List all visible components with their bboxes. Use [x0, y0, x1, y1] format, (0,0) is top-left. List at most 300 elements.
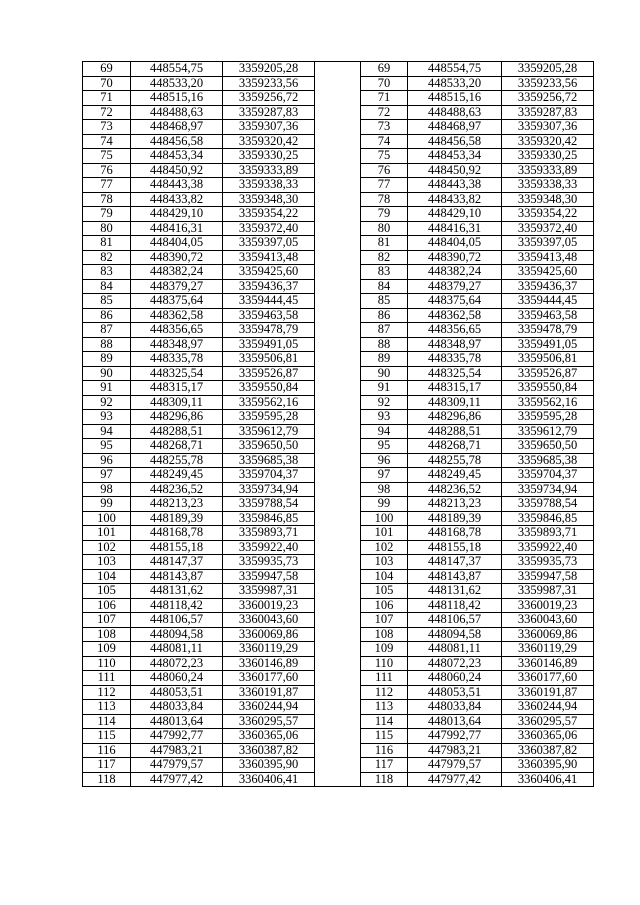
- right-x-coordinate-cell: 448429,10: [408, 207, 502, 222]
- right-x-coordinate-cell: 448236,52: [408, 482, 502, 497]
- column-gap: [315, 584, 361, 599]
- right-x-coordinate-cell: 448053,51: [408, 685, 502, 700]
- right-y-coordinate-cell: 3360406,41: [502, 772, 594, 787]
- left-point-number-cell: 106: [83, 598, 131, 613]
- left-y-coordinate-cell: 3359506,81: [223, 352, 315, 367]
- right-x-coordinate-cell: 448416,31: [408, 221, 502, 236]
- right-point-number-cell: 110: [361, 656, 408, 671]
- left-y-coordinate-cell: 3359704,37: [223, 468, 315, 483]
- right-point-number-cell: 83: [361, 265, 408, 280]
- right-y-coordinate-cell: 3359444,45: [502, 294, 594, 309]
- left-y-coordinate-cell: 3359354,22: [223, 207, 315, 222]
- left-x-coordinate-cell: 448515,16: [131, 91, 223, 106]
- left-x-coordinate-cell: 448379,27: [131, 279, 223, 294]
- left-point-number-cell: 116: [83, 743, 131, 758]
- right-x-coordinate-cell: 448375,64: [408, 294, 502, 309]
- left-y-coordinate-cell: 3359463,58: [223, 308, 315, 323]
- column-gap: [315, 192, 361, 207]
- table-row: [83, 526, 594, 541]
- right-point-number-cell: 96: [361, 453, 408, 468]
- left-point-number-cell: 96: [83, 453, 131, 468]
- left-y-coordinate-cell: 3359935,73: [223, 555, 315, 570]
- column-gap: [315, 265, 361, 280]
- right-x-coordinate-cell: 448362,58: [408, 308, 502, 323]
- left-point-number-cell: 82: [83, 250, 131, 265]
- left-y-coordinate-cell: 3359734,94: [223, 482, 315, 497]
- left-point-number-cell: 100: [83, 511, 131, 526]
- table-row: [83, 366, 594, 381]
- right-x-coordinate-cell: 448382,24: [408, 265, 502, 280]
- left-point-number-cell: 70: [83, 76, 131, 91]
- right-point-number-cell: 81: [361, 236, 408, 251]
- right-point-number-cell: 90: [361, 366, 408, 381]
- left-x-coordinate-cell: 448450,92: [131, 163, 223, 178]
- right-y-coordinate-cell: 3360191,87: [502, 685, 594, 700]
- right-point-number-cell: 80: [361, 221, 408, 236]
- right-x-coordinate-cell: 448404,05: [408, 236, 502, 251]
- right-point-number-cell: 98: [361, 482, 408, 497]
- column-gap: [315, 482, 361, 497]
- left-y-coordinate-cell: 3359444,45: [223, 294, 315, 309]
- right-y-coordinate-cell: 3360295,57: [502, 714, 594, 729]
- right-point-number-cell: 76: [361, 163, 408, 178]
- column-gap: [315, 772, 361, 787]
- right-y-coordinate-cell: 3359526,87: [502, 366, 594, 381]
- right-y-coordinate-cell: 3359846,85: [502, 511, 594, 526]
- left-y-coordinate-cell: 3360395,90: [223, 758, 315, 773]
- left-x-coordinate-cell: 447992,77: [131, 729, 223, 744]
- right-y-coordinate-cell: 3359425,60: [502, 265, 594, 280]
- right-y-coordinate-cell: 3360119,29: [502, 642, 594, 657]
- table-row: [83, 729, 594, 744]
- left-point-number-cell: 104: [83, 569, 131, 584]
- left-point-number-cell: 87: [83, 323, 131, 338]
- right-y-coordinate-cell: 3359287,83: [502, 105, 594, 120]
- left-point-number-cell: 83: [83, 265, 131, 280]
- column-gap: [315, 120, 361, 135]
- left-y-coordinate-cell: 3360295,57: [223, 714, 315, 729]
- column-gap: [315, 468, 361, 483]
- left-x-coordinate-cell: 448131,62: [131, 584, 223, 599]
- right-x-coordinate-cell: 448131,62: [408, 584, 502, 599]
- left-x-coordinate-cell: 448404,05: [131, 236, 223, 251]
- table-row: [83, 700, 594, 715]
- right-point-number-cell: 109: [361, 642, 408, 657]
- right-x-coordinate-cell: 448315,17: [408, 381, 502, 396]
- column-gap: [315, 207, 361, 222]
- right-point-number-cell: 91: [361, 381, 408, 396]
- left-y-coordinate-cell: 3359612,79: [223, 424, 315, 439]
- right-y-coordinate-cell: 3359685,38: [502, 453, 594, 468]
- left-x-coordinate-cell: 448488,63: [131, 105, 223, 120]
- right-point-number-cell: 84: [361, 279, 408, 294]
- table-row: [83, 584, 594, 599]
- column-gap: [315, 656, 361, 671]
- left-point-number-cell: 71: [83, 91, 131, 106]
- left-point-number-cell: 91: [83, 381, 131, 396]
- table-row: [83, 540, 594, 555]
- right-x-coordinate-cell: 448255,78: [408, 453, 502, 468]
- table-row: [83, 265, 594, 280]
- table-row: [83, 758, 594, 773]
- table-row: [83, 250, 594, 265]
- left-y-coordinate-cell: 3359562,16: [223, 395, 315, 410]
- right-y-coordinate-cell: 3360043,60: [502, 613, 594, 628]
- table-row: [83, 453, 594, 468]
- left-point-number-cell: 81: [83, 236, 131, 251]
- left-point-number-cell: 90: [83, 366, 131, 381]
- right-y-coordinate-cell: 3359506,81: [502, 352, 594, 367]
- right-x-coordinate-cell: 448155,18: [408, 540, 502, 555]
- table-row: [83, 642, 594, 657]
- left-point-number-cell: 108: [83, 627, 131, 642]
- right-y-coordinate-cell: 3360019,23: [502, 598, 594, 613]
- right-x-coordinate-cell: 448390,72: [408, 250, 502, 265]
- column-gap: [315, 395, 361, 410]
- column-gap: [315, 526, 361, 541]
- left-x-coordinate-cell: 448468,97: [131, 120, 223, 135]
- table-row: [83, 134, 594, 149]
- table-row: [83, 656, 594, 671]
- column-gap: [315, 221, 361, 236]
- right-x-coordinate-cell: 448081,11: [408, 642, 502, 657]
- coordinate-table-body: [83, 62, 594, 787]
- right-x-coordinate-cell: 448379,27: [408, 279, 502, 294]
- right-point-number-cell: 94: [361, 424, 408, 439]
- right-y-coordinate-cell: 3359734,94: [502, 482, 594, 497]
- left-point-number-cell: 93: [83, 410, 131, 425]
- right-y-coordinate-cell: 3360146,89: [502, 656, 594, 671]
- table-row: [83, 468, 594, 483]
- column-gap: [315, 76, 361, 91]
- right-y-coordinate-cell: 3359463,58: [502, 308, 594, 323]
- left-y-coordinate-cell: 3359893,71: [223, 526, 315, 541]
- table-row: [83, 76, 594, 91]
- right-point-number-cell: 99: [361, 497, 408, 512]
- right-x-coordinate-cell: 448213,23: [408, 497, 502, 512]
- right-y-coordinate-cell: 3359330,25: [502, 149, 594, 164]
- left-x-coordinate-cell: 448296,86: [131, 410, 223, 425]
- left-y-coordinate-cell: 3359550,84: [223, 381, 315, 396]
- left-point-number-cell: 73: [83, 120, 131, 135]
- right-x-coordinate-cell: 448515,16: [408, 91, 502, 106]
- right-point-number-cell: 97: [361, 468, 408, 483]
- left-x-coordinate-cell: 448325,54: [131, 366, 223, 381]
- column-gap: [315, 91, 361, 106]
- left-y-coordinate-cell: 3359922,40: [223, 540, 315, 555]
- left-point-number-cell: 118: [83, 772, 131, 787]
- right-point-number-cell: 78: [361, 192, 408, 207]
- right-point-number-cell: 85: [361, 294, 408, 309]
- right-y-coordinate-cell: 3359333,89: [502, 163, 594, 178]
- right-point-number-cell: 104: [361, 569, 408, 584]
- left-x-coordinate-cell: 448033,84: [131, 700, 223, 715]
- right-x-coordinate-cell: 448189,39: [408, 511, 502, 526]
- table-row: [83, 598, 594, 613]
- right-x-coordinate-cell: 447977,42: [408, 772, 502, 787]
- right-y-coordinate-cell: 3359320,42: [502, 134, 594, 149]
- left-y-coordinate-cell: 3359372,40: [223, 221, 315, 236]
- right-point-number-cell: 107: [361, 613, 408, 628]
- right-y-coordinate-cell: 3360395,90: [502, 758, 594, 773]
- left-y-coordinate-cell: 3359478,79: [223, 323, 315, 338]
- right-y-coordinate-cell: 3359338,33: [502, 178, 594, 193]
- left-y-coordinate-cell: 3360069,86: [223, 627, 315, 642]
- right-x-coordinate-cell: 448456,58: [408, 134, 502, 149]
- left-point-number-cell: 85: [83, 294, 131, 309]
- right-y-coordinate-cell: 3359413,48: [502, 250, 594, 265]
- right-y-coordinate-cell: 3359947,58: [502, 569, 594, 584]
- left-x-coordinate-cell: 448155,18: [131, 540, 223, 555]
- left-y-coordinate-cell: 3359320,42: [223, 134, 315, 149]
- right-point-number-cell: 92: [361, 395, 408, 410]
- left-x-coordinate-cell: 448375,64: [131, 294, 223, 309]
- right-y-coordinate-cell: 3359372,40: [502, 221, 594, 236]
- column-gap: [315, 758, 361, 773]
- left-point-number-cell: 99: [83, 497, 131, 512]
- left-y-coordinate-cell: 3359348,30: [223, 192, 315, 207]
- right-point-number-cell: 77: [361, 178, 408, 193]
- left-point-number-cell: 115: [83, 729, 131, 744]
- column-gap: [315, 714, 361, 729]
- column-gap: [315, 410, 361, 425]
- left-y-coordinate-cell: 3359650,50: [223, 439, 315, 454]
- right-y-coordinate-cell: 3360387,82: [502, 743, 594, 758]
- left-x-coordinate-cell: 448433,82: [131, 192, 223, 207]
- left-point-number-cell: 102: [83, 540, 131, 555]
- right-x-coordinate-cell: 447992,77: [408, 729, 502, 744]
- right-x-coordinate-cell: 448443,38: [408, 178, 502, 193]
- column-gap: [315, 236, 361, 251]
- left-point-number-cell: 77: [83, 178, 131, 193]
- left-y-coordinate-cell: 3359425,60: [223, 265, 315, 280]
- left-y-coordinate-cell: 3359685,38: [223, 453, 315, 468]
- left-x-coordinate-cell: 448106,57: [131, 613, 223, 628]
- right-point-number-cell: 114: [361, 714, 408, 729]
- right-y-coordinate-cell: 3359436,37: [502, 279, 594, 294]
- left-point-number-cell: 103: [83, 555, 131, 570]
- left-y-coordinate-cell: 3359338,33: [223, 178, 315, 193]
- right-x-coordinate-cell: 448356,65: [408, 323, 502, 338]
- table-row: [83, 120, 594, 135]
- right-y-coordinate-cell: 3360177,60: [502, 671, 594, 686]
- left-x-coordinate-cell: 448143,87: [131, 569, 223, 584]
- column-gap: [315, 149, 361, 164]
- right-y-coordinate-cell: 3359650,50: [502, 439, 594, 454]
- left-x-coordinate-cell: 448255,78: [131, 453, 223, 468]
- left-y-coordinate-cell: 3359788,54: [223, 497, 315, 512]
- right-point-number-cell: 69: [361, 62, 408, 77]
- right-y-coordinate-cell: 3359595,28: [502, 410, 594, 425]
- table-row: [83, 352, 594, 367]
- column-gap: [315, 424, 361, 439]
- table-row: [83, 555, 594, 570]
- table-row: [83, 410, 594, 425]
- right-point-number-cell: 100: [361, 511, 408, 526]
- left-y-coordinate-cell: 3359595,28: [223, 410, 315, 425]
- left-point-number-cell: 117: [83, 758, 131, 773]
- right-y-coordinate-cell: 3359922,40: [502, 540, 594, 555]
- left-x-coordinate-cell: 448429,10: [131, 207, 223, 222]
- left-point-number-cell: 110: [83, 656, 131, 671]
- left-point-number-cell: 69: [83, 62, 131, 77]
- column-gap: [315, 250, 361, 265]
- right-x-coordinate-cell: 448325,54: [408, 366, 502, 381]
- left-x-coordinate-cell: 448213,23: [131, 497, 223, 512]
- left-y-coordinate-cell: 3360146,89: [223, 656, 315, 671]
- right-x-coordinate-cell: 448533,20: [408, 76, 502, 91]
- column-gap: [315, 381, 361, 396]
- right-x-coordinate-cell: 448033,84: [408, 700, 502, 715]
- right-y-coordinate-cell: 3359893,71: [502, 526, 594, 541]
- column-gap: [315, 294, 361, 309]
- right-point-number-cell: 88: [361, 337, 408, 352]
- left-y-coordinate-cell: 3360043,60: [223, 613, 315, 628]
- column-gap: [315, 308, 361, 323]
- right-y-coordinate-cell: 3359307,36: [502, 120, 594, 135]
- right-point-number-cell: 117: [361, 758, 408, 773]
- left-y-coordinate-cell: 3359287,83: [223, 105, 315, 120]
- column-gap: [315, 743, 361, 758]
- left-x-coordinate-cell: 448362,58: [131, 308, 223, 323]
- left-x-coordinate-cell: 447979,57: [131, 758, 223, 773]
- right-point-number-cell: 105: [361, 584, 408, 599]
- right-y-coordinate-cell: 3359478,79: [502, 323, 594, 338]
- column-gap: [315, 511, 361, 526]
- right-y-coordinate-cell: 3359205,28: [502, 62, 594, 77]
- left-x-coordinate-cell: 448356,65: [131, 323, 223, 338]
- left-point-number-cell: 74: [83, 134, 131, 149]
- left-x-coordinate-cell: 448382,24: [131, 265, 223, 280]
- column-gap: [315, 540, 361, 555]
- right-point-number-cell: 70: [361, 76, 408, 91]
- right-y-coordinate-cell: 3359704,37: [502, 468, 594, 483]
- left-x-coordinate-cell: 448335,78: [131, 352, 223, 367]
- table-row: [83, 772, 594, 787]
- column-gap: [315, 569, 361, 584]
- left-y-coordinate-cell: 3360119,29: [223, 642, 315, 657]
- left-y-coordinate-cell: 3360244,94: [223, 700, 315, 715]
- table-row: [83, 569, 594, 584]
- table-row: [83, 424, 594, 439]
- table-row: [83, 439, 594, 454]
- right-x-coordinate-cell: 448450,92: [408, 163, 502, 178]
- left-y-coordinate-cell: 3360019,23: [223, 598, 315, 613]
- table-row: [83, 62, 594, 77]
- right-x-coordinate-cell: 448309,11: [408, 395, 502, 410]
- column-gap: [315, 352, 361, 367]
- table-row: [83, 613, 594, 628]
- right-x-coordinate-cell: 448348,97: [408, 337, 502, 352]
- right-point-number-cell: 71: [361, 91, 408, 106]
- right-point-number-cell: 112: [361, 685, 408, 700]
- table-row: [83, 221, 594, 236]
- right-point-number-cell: 79: [361, 207, 408, 222]
- right-x-coordinate-cell: 448147,37: [408, 555, 502, 570]
- column-gap: [315, 366, 361, 381]
- left-y-coordinate-cell: 3359436,37: [223, 279, 315, 294]
- column-gap: [315, 439, 361, 454]
- right-y-coordinate-cell: 3359397,05: [502, 236, 594, 251]
- right-x-coordinate-cell: 448268,71: [408, 439, 502, 454]
- column-gap: [315, 642, 361, 657]
- column-gap: [315, 337, 361, 352]
- left-point-number-cell: 79: [83, 207, 131, 222]
- column-gap: [315, 613, 361, 628]
- table-row: [83, 497, 594, 512]
- column-gap: [315, 497, 361, 512]
- left-x-coordinate-cell: 448053,51: [131, 685, 223, 700]
- left-y-coordinate-cell: 3359233,56: [223, 76, 315, 91]
- right-point-number-cell: 75: [361, 149, 408, 164]
- left-x-coordinate-cell: 448168,78: [131, 526, 223, 541]
- column-gap: [315, 555, 361, 570]
- left-y-coordinate-cell: 3359947,58: [223, 569, 315, 584]
- right-x-coordinate-cell: 448168,78: [408, 526, 502, 541]
- left-x-coordinate-cell: 448533,20: [131, 76, 223, 91]
- table-row: [83, 149, 594, 164]
- left-y-coordinate-cell: 3360387,82: [223, 743, 315, 758]
- column-gap: [315, 163, 361, 178]
- left-x-coordinate-cell: 448060,24: [131, 671, 223, 686]
- table-row: [83, 685, 594, 700]
- left-x-coordinate-cell: 448249,45: [131, 468, 223, 483]
- right-x-coordinate-cell: 448072,23: [408, 656, 502, 671]
- left-point-number-cell: 107: [83, 613, 131, 628]
- column-gap: [315, 671, 361, 686]
- left-x-coordinate-cell: 448189,39: [131, 511, 223, 526]
- left-point-number-cell: 88: [83, 337, 131, 352]
- table-row: [83, 323, 594, 338]
- right-y-coordinate-cell: 3359233,56: [502, 76, 594, 91]
- left-y-coordinate-cell: 3359987,31: [223, 584, 315, 599]
- right-x-coordinate-cell: 448468,97: [408, 120, 502, 135]
- left-x-coordinate-cell: 448453,34: [131, 149, 223, 164]
- right-point-number-cell: 118: [361, 772, 408, 787]
- table-row: [83, 105, 594, 120]
- right-y-coordinate-cell: 3359562,16: [502, 395, 594, 410]
- column-gap: [315, 598, 361, 613]
- left-x-coordinate-cell: 448236,52: [131, 482, 223, 497]
- right-y-coordinate-cell: 3359348,30: [502, 192, 594, 207]
- left-y-coordinate-cell: 3360406,41: [223, 772, 315, 787]
- table-row: [83, 308, 594, 323]
- right-y-coordinate-cell: 3359788,54: [502, 497, 594, 512]
- left-x-coordinate-cell: 448416,31: [131, 221, 223, 236]
- right-point-number-cell: 116: [361, 743, 408, 758]
- left-y-coordinate-cell: 3360177,60: [223, 671, 315, 686]
- table-row: [83, 294, 594, 309]
- left-x-coordinate-cell: 448147,37: [131, 555, 223, 570]
- table-row: [83, 207, 594, 222]
- left-y-coordinate-cell: 3359333,89: [223, 163, 315, 178]
- left-x-coordinate-cell: 448288,51: [131, 424, 223, 439]
- right-x-coordinate-cell: 448296,86: [408, 410, 502, 425]
- left-point-number-cell: 72: [83, 105, 131, 120]
- left-point-number-cell: 84: [83, 279, 131, 294]
- coordinate-table: [82, 61, 594, 787]
- left-point-number-cell: 112: [83, 685, 131, 700]
- left-point-number-cell: 113: [83, 700, 131, 715]
- column-gap: [315, 729, 361, 744]
- left-point-number-cell: 95: [83, 439, 131, 454]
- left-y-coordinate-cell: 3359526,87: [223, 366, 315, 381]
- column-gap: [315, 627, 361, 642]
- left-x-coordinate-cell: 448013,64: [131, 714, 223, 729]
- left-point-number-cell: 97: [83, 468, 131, 483]
- left-point-number-cell: 80: [83, 221, 131, 236]
- right-x-coordinate-cell: 447979,57: [408, 758, 502, 773]
